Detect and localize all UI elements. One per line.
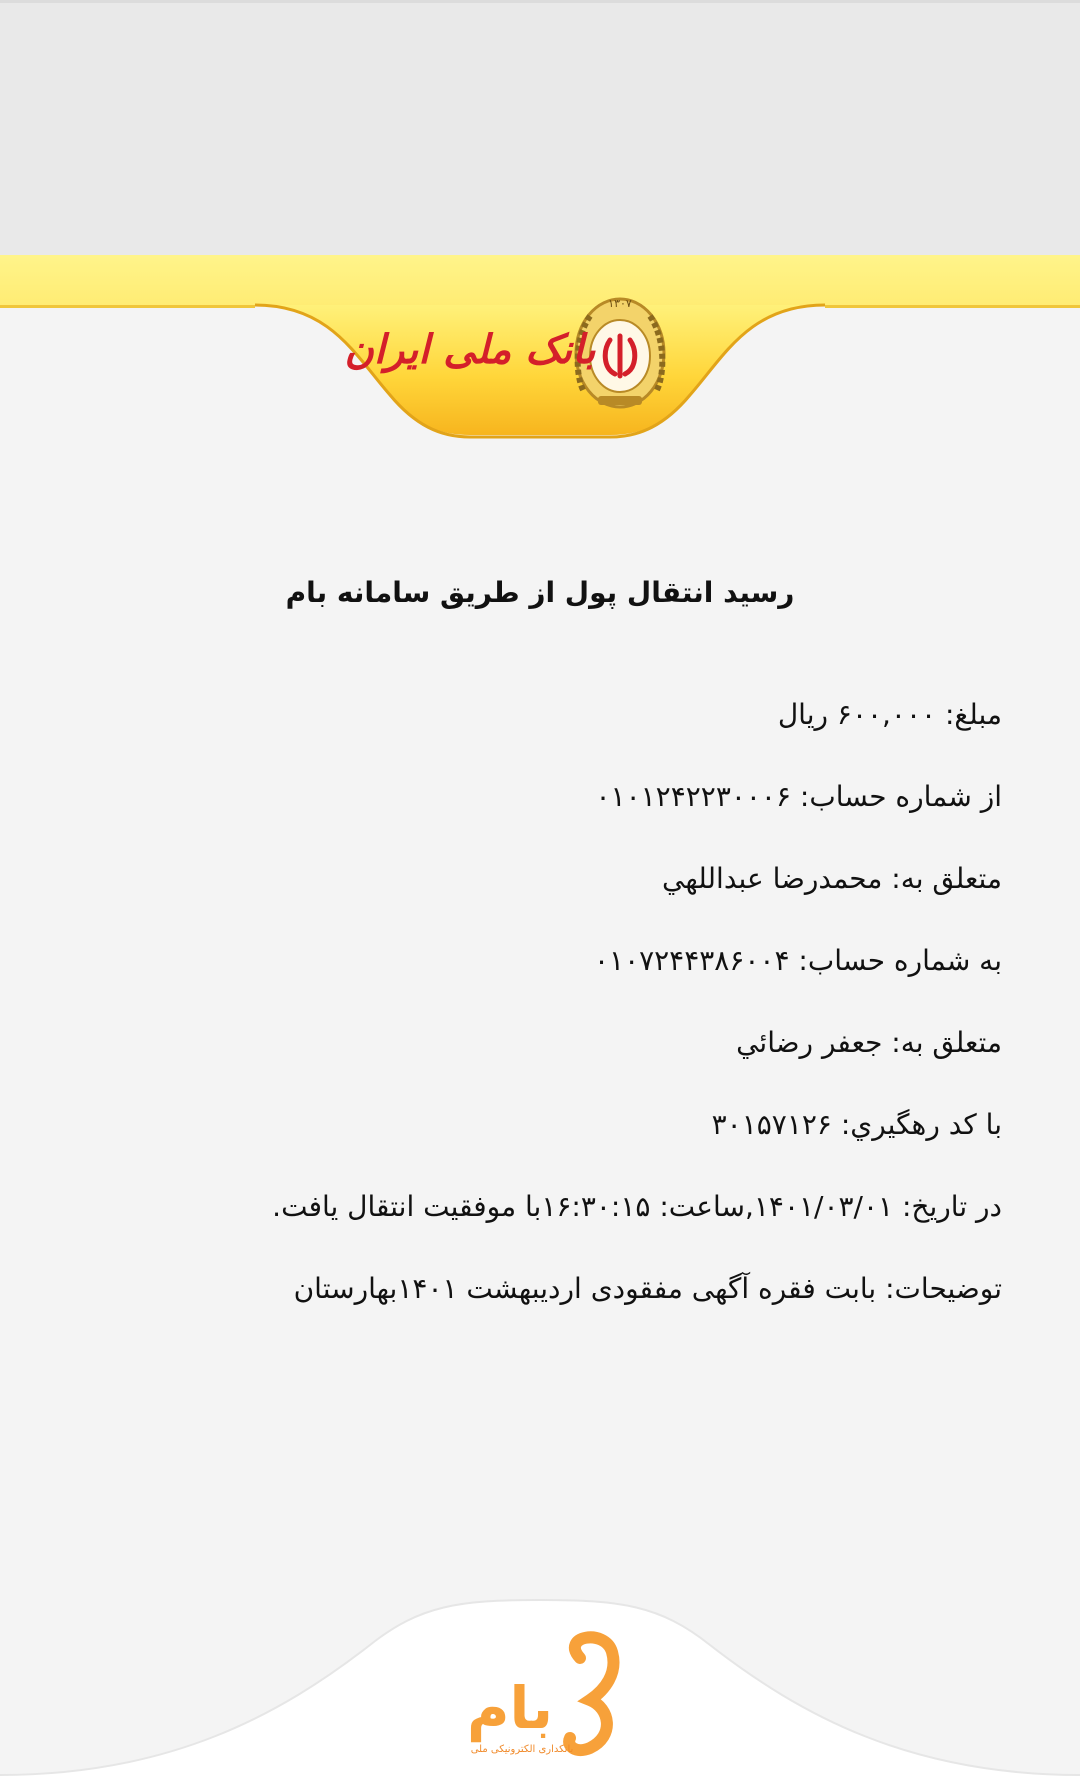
receipt-title: رسید انتقال پول از طریق سامانه بام [285, 576, 795, 609]
bam-brand: بام [466, 1674, 554, 1742]
date-time-line: در تاريخ: ۱۴۰۱/۰۳/۰۱,ساعت: ۱۶:۳۰:۱۵با موفقيت انتقال يافت. [272, 1190, 1002, 1223]
bank-melli-logo [344, 278, 675, 428]
bam-tagline: بانکداری الکترونیکی ملی [470, 1744, 574, 1755]
top-empty-area [0, 0, 1080, 262]
bam-swoosh-icon [569, 1637, 613, 1750]
from-account-line: از شماره حساب: ۰۱۰۱۲۴۲۲۳۰۰۰۶ [595, 780, 1002, 813]
description-line: توضیحات: بابت فقره آگهی مفقودی اردیبهشت ۱۴۰۱بهارستان [293, 1272, 1002, 1305]
to-account-line: به شماره حساب: ۰۱۰۷۲۴۴۳۸۶۰۰۴ [593, 944, 1002, 977]
tracking-code-line: با کد رهگيري: ۳۰۱۵۷۱۲۶ [711, 1108, 1002, 1141]
recipient-name-line: متعلق به: جعفر رضائي [736, 1026, 1002, 1059]
bank-name: بانک ملی ایران [344, 326, 596, 373]
sender-name-line: متعلق به: محمدرضا عبداللهي [662, 862, 1002, 895]
receipt-details [78, 692, 1002, 1348]
emblem-year: ۱۳۰۷ [608, 297, 632, 310]
amount-line: مبلغ: ۶۰۰,۰۰۰ ریال [777, 698, 1002, 731]
bam-logo [440, 1628, 640, 1768]
